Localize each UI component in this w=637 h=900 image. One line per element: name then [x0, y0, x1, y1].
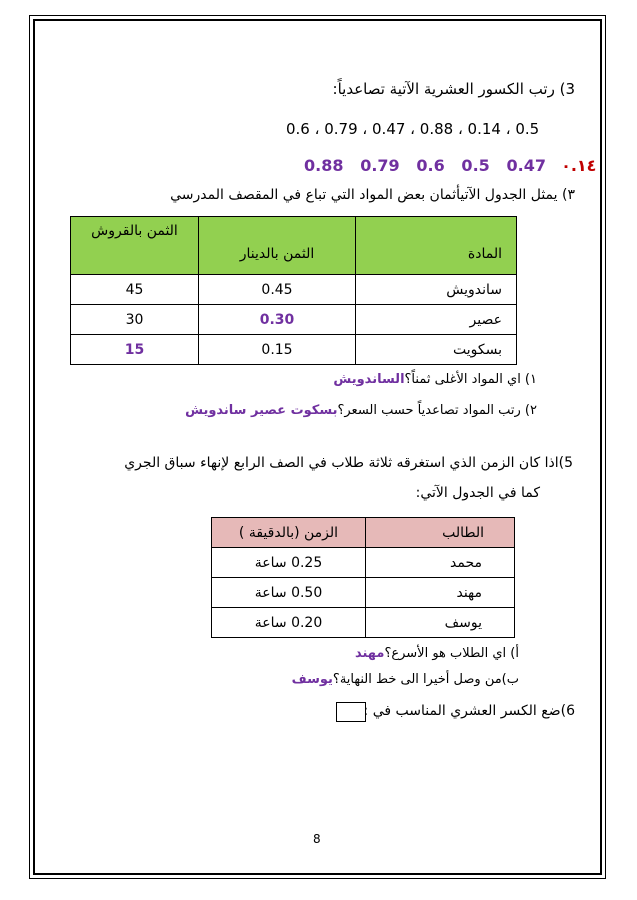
table-row — [212, 548, 515, 578]
cell-student: محمد — [366, 548, 515, 578]
page-number: 8 — [313, 832, 321, 846]
answer-box[interactable] — [336, 702, 366, 722]
q3-answer-sorted: 0.88 0.79 0.6 0.5 0.47 — [304, 156, 546, 175]
table-row — [212, 578, 515, 608]
q3-answer-first: ٠.١٤ — [561, 156, 597, 175]
header-time: الزمن (بالدقيقة ) — [212, 518, 366, 548]
cell-piastre: 45 — [71, 275, 199, 305]
header-piastre: الثمن بالقروش — [71, 217, 199, 275]
q6-prompt: 6)ضع الكسر العشري المناسب في : — [363, 703, 575, 719]
price-table — [70, 216, 517, 365]
q5-a-answer: مهند — [354, 646, 385, 661]
cell-time: 0.25 ساعة — [212, 548, 366, 578]
cell-piastre: 30 — [71, 305, 199, 335]
q3-answer — [304, 156, 596, 175]
cell-dinar: 0.30 — [199, 305, 356, 335]
table-row — [71, 275, 517, 305]
race-table-header — [212, 518, 515, 548]
table-row — [71, 335, 517, 365]
cell-student: مهند — [366, 578, 515, 608]
cell-time: 0.50 ساعة — [212, 578, 366, 608]
q5-a-prompt: أ) اي الطلاب هو الأسرع؟ — [384, 646, 519, 661]
q3b-sub1 — [333, 372, 537, 387]
q5-line2: كما في الجدول الآتي: — [415, 485, 540, 501]
page-border-inner — [33, 19, 602, 875]
q5-a — [355, 646, 519, 661]
q3b-sub2 — [185, 403, 537, 418]
q5-line1: 5)اذا كان الزمن الذي استغرقه ثلاثة طلاب في الصف الرابع لإنهاء سباق الجري — [124, 455, 573, 471]
q3b-sub2-prompt: ٢) رتب المواد تصاعدياً حسب السعر؟ — [337, 403, 537, 418]
header-dinar: الثمن بالدينار — [199, 217, 356, 275]
q3-numbers: 0.6 ، 0.79 ، 0.47 ، 0.88 ، 0.14 ، 0.5 — [286, 120, 540, 138]
cell-piastre: 15 — [71, 335, 199, 365]
cell-time: 0.20 ساعة — [212, 608, 366, 638]
price-table-header — [71, 217, 517, 275]
q5-b-prompt: ب)من وصل أخيرا الى خط النهاية؟ — [332, 672, 519, 687]
header-item: المادة — [356, 217, 517, 275]
q3b-sub1-answer: الساندويش — [333, 372, 405, 387]
cell-dinar: 0.15 — [199, 335, 356, 365]
header-student: الطالب — [366, 518, 515, 548]
q3b-sub1-prompt: ١) اي المواد الأغلى ثمناً؟ — [404, 372, 537, 387]
cell-item: ساندويش — [356, 275, 517, 305]
q5-b — [292, 672, 519, 687]
table-row — [71, 305, 517, 335]
cell-student: يوسف — [366, 608, 515, 638]
cell-dinar: 0.45 — [199, 275, 356, 305]
race-table — [211, 517, 515, 638]
q3b-sub2-answer: بسكوت عصير ساندويش — [185, 403, 338, 418]
cell-item: عصير — [356, 305, 517, 335]
cell-item: بسكويت — [356, 335, 517, 365]
q5-b-answer: يوسف — [291, 672, 333, 687]
q3b-prompt: ٣) يمثل الجدول الآتيأثمان بعض المواد التي تباع في المقصف المدرسي — [170, 187, 575, 203]
table-row — [212, 608, 515, 638]
q3-prompt: 3) رتب الكسور العشرية الآتية تصاعدياً: — [332, 80, 575, 98]
